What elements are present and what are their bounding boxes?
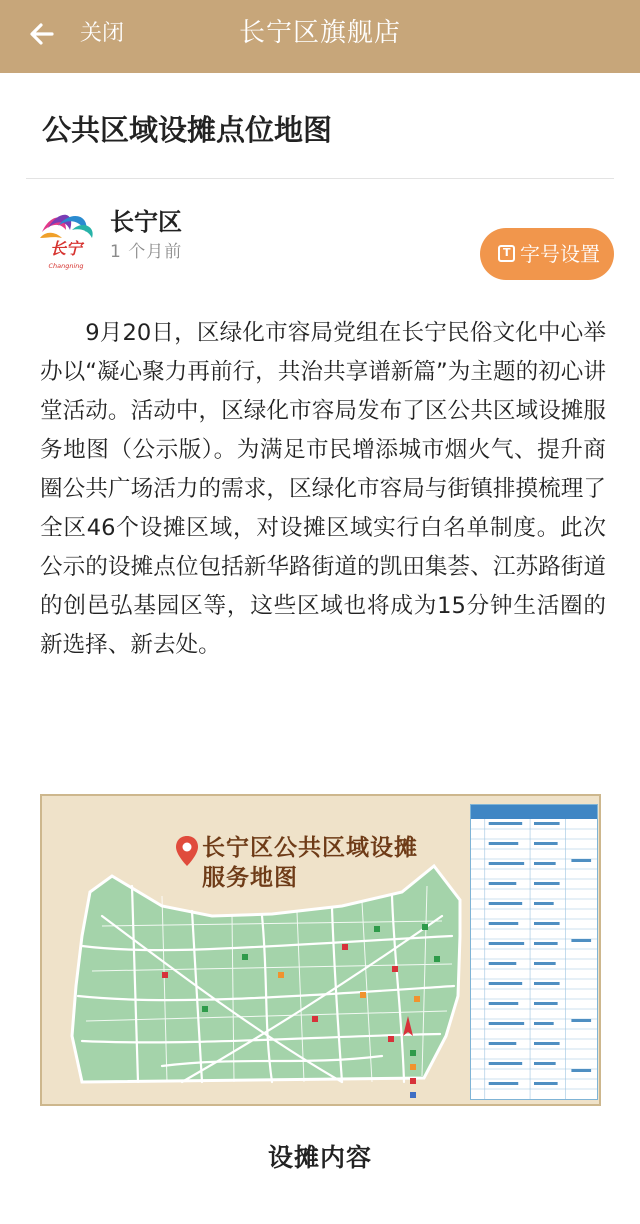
font-size-label: 字号设置: [520, 242, 600, 266]
svg-text:长宁: 长宁: [49, 239, 83, 258]
divider: [26, 178, 614, 179]
map-title-line2: 服务地图: [202, 865, 298, 891]
service-map-image[interactable]: [40, 794, 601, 1106]
svg-text:Changning: Changning: [48, 262, 84, 270]
top-bar: [0, 0, 640, 73]
map-legend: [410, 1046, 420, 1102]
section-heading: 设摊内容: [267, 1143, 372, 1172]
close-button[interactable]: 关闭: [80, 21, 125, 46]
map-spot-table: [470, 804, 598, 1100]
map-title-line1: 长宁区公共区域设摊: [202, 835, 418, 861]
legend-swatch: [410, 1050, 416, 1056]
article-body: [40, 314, 606, 665]
page-title: 公共区域设摊点位地图: [42, 113, 333, 147]
legend-swatch: [410, 1078, 416, 1084]
map-table-rows: [471, 819, 597, 1099]
post-time: 1 个月前: [110, 242, 183, 262]
author-avatar[interactable]: [36, 208, 96, 272]
text-size-icon: [498, 245, 515, 262]
author-name[interactable]: 长宁区: [110, 208, 182, 236]
font-size-button[interactable]: [480, 228, 614, 280]
legend-swatch: [410, 1092, 416, 1098]
map-table-header: [471, 805, 597, 819]
article-paragraph: 9月20日，区绿化市容局党组在长宁民俗文化中心举办以“凝心聚力再前行，共治共享谱新篇”为主题的初心讲堂活动。活动中，区绿化市容局发布了区公共区域设摊服务地图（公示版）。为满足市民增添城市烟火气、提升商圈公共广场活力的需求，区绿化市容局与街镇排摸梳理了全区46个设摊区域，对设摊区域实行白名单制度。此次公示的设摊点位包括新华路街道的凯田集荟、江苏路街道的创邑弘基园区等，这些区域也将成为15分钟生活圈的新选择、新去处。: [40, 320, 606, 658]
store-title: 长宁区旗舰店: [238, 18, 401, 48]
map-pin-icon: [174, 834, 200, 868]
legend-swatch: [410, 1064, 416, 1070]
